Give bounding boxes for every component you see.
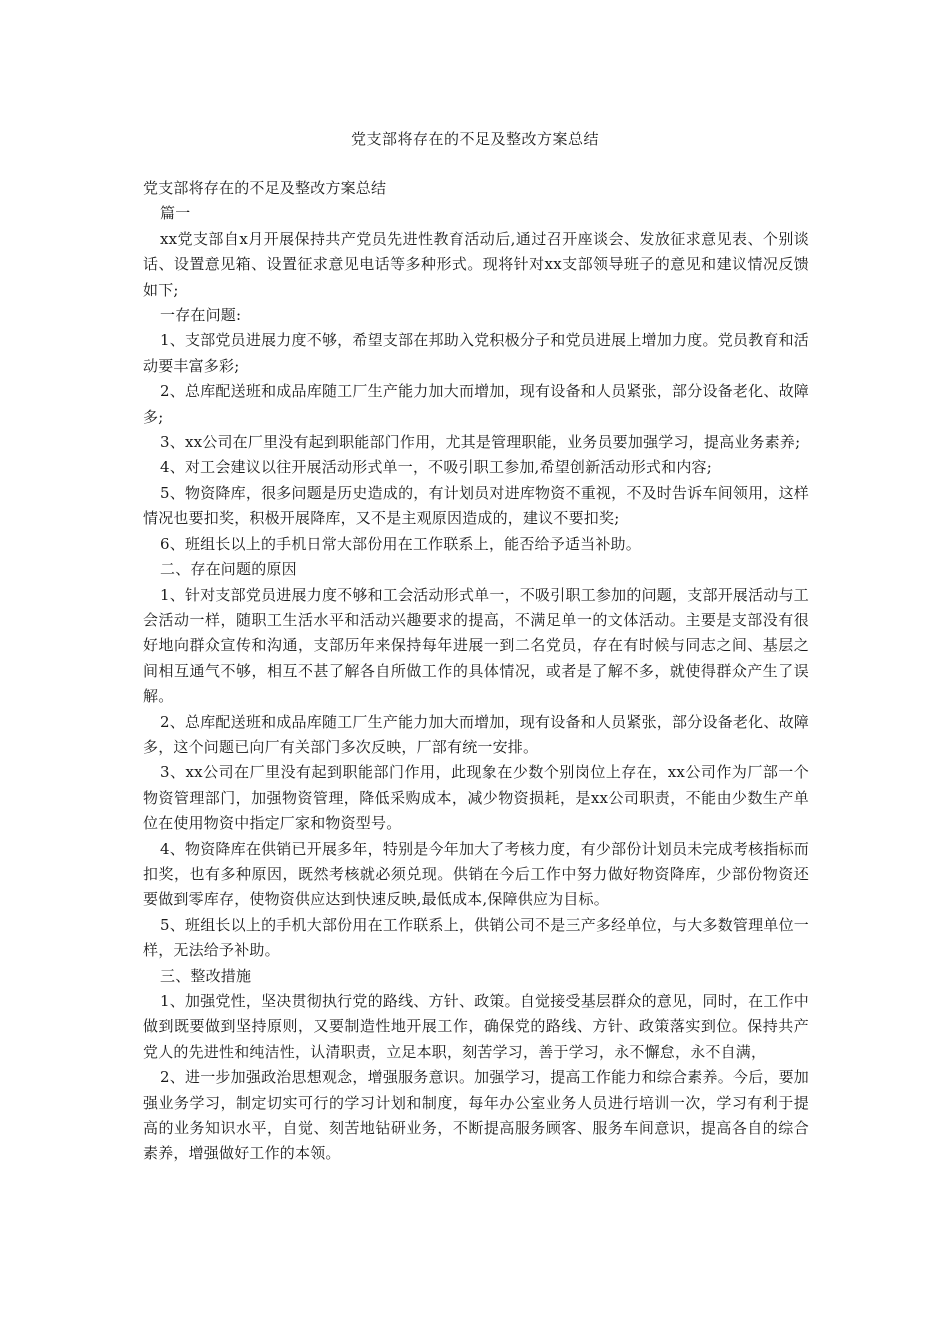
- paragraph-cause-5: 5、班组长以上的手机大部份用在工作联系上，供销公司不是三产多经单位，与大多数管理单位一样，无法给予补助。: [143, 915, 809, 960]
- paragraph-problem-4: 4、对工会建议以往开展活动形式单一，不吸引职工参加,希望创新活动形式和内容;: [160, 458, 712, 477]
- paragraph-measure-1: 1、加强党性，坚决贯彻执行党的路线、方针、政策。自觉接受基层群众的意见，同时，在工作中做到既要做到坚持原则，又要制造性地开展工作，确保党的路线、方针、政策落实到位。保持共产党人的先进性和纯洁性，认清职责，立足本职，刻苦学习，善于学习，永不懈怠，永不自满，: [143, 992, 809, 1061]
- paragraph-problem-5: 5、物资降库，很多问题是历史造成的，有计划员对进库物资不重视，不及时告诉车间领用，这样情况也要扣奖，积极开展降库，又不是主观原因造成的，建议不要扣奖;: [143, 483, 809, 528]
- paragraph-measure-2: 2、进一步加强政治思想观念，增强服务意识。加强学习，提高工作能力和综合素养。今后，要加强业务学习，制定切实可行的学习计划和制度，每年办公室业务人员进行培训一次，学习有利于提高的业务知识水平，自觉、刻苦地钻研业务，不断提高服务顾客、服务车间意识，提高各自的综合素养，增强做好工作的本领。: [143, 1068, 809, 1163]
- paragraph-problem-6: 6、班组长以上的手机日常大部份用在工作联系上，能否给予适当补助。: [160, 534, 641, 553]
- paragraph-cause-1: 1、针对支部党员进展力度不够和工会活动形式单一，不吸引职工参加的问题，支部开展活动与工会活动一样，随职工生活水平和活动兴趣要求的提高，不满足单一的文体活动。主要是支部没有很好地向群众宣传和沟通，支部历年来保持每年进展一到二名党员，存在有时候与同志之间、基层之间相互通气不够，相互不甚了解各自所做工作的具体情况，或者是了解不多，就使得群众产生了误解。: [143, 585, 809, 706]
- paragraph-cause-3: 3、xx公司在厂里没有起到职能部门作用，此现象在少数个别岗位上存在，xx公司作为厂部一个物资管理部门，加强物资管理，降低采购成本，减少物资损耗，是xx公司职责，不能由少数生产单位在使用物资中指定厂家和物资型号。: [143, 763, 809, 833]
- paragraph-subheading-problems: 一存在问题:: [160, 306, 242, 325]
- paragraph-section-label: 篇一: [160, 204, 191, 223]
- paragraph-subheading-causes: 二、存在问题的原因: [160, 560, 297, 579]
- paragraph-subheading-measures: 三、整改措施: [160, 966, 252, 985]
- document-title: 党支部将存在的不足及整改方案总结: [350, 130, 599, 148]
- paragraph-problem-3: 3、xx公司在厂里没有起到职能部门作用，尤其是管理职能，业务员要加强学习，提高业务素养;: [160, 433, 801, 452]
- paragraph-intro: xx党支部自x月开展保持共产党员先进性教育活动后,通过召开座谈会、发放征求意见表、个别谈话、设置意见箱、设置征求意见电话等多种形式。现将针对xx支部领导班子的意见和建议情况反馈如下;: [143, 229, 809, 299]
- paragraph-cause-2: 2、总库配送班和成品库随工厂生产能力加大而增加，现有设备和人员紧张，部分设备老化、故障多，这个问题已向厂有关部门多次反映，厂部有统一安排。: [143, 712, 809, 756]
- paragraph-cause-4: 4、物资降库在供销已开展多年，特别是今年加大了考核力度，有少部份计划员未完成考核指标而扣奖，也有多种原因，既然考核就必须兑现。供销在今后工作中努力做好物资降库，少部份物资还要做到零库存，使物资供应达到快速反映,最低成本,保障供应为目标。: [143, 839, 809, 909]
- document-body: [143, 176, 809, 1167]
- paragraph-problem-2: 2、总库配送班和成品库随工厂生产能力加大而增加，现有设备和人员紧张，部分设备老化、故障多;: [143, 382, 809, 426]
- paragraph-heading: 党支部将存在的不足及整改方案总结: [143, 179, 387, 197]
- paragraph-problem-1: 1、支部党员进展力度不够，希望支部在邦助入党积极分子和党员进展上增加力度。党员教育和活动要丰富多彩;: [143, 331, 809, 375]
